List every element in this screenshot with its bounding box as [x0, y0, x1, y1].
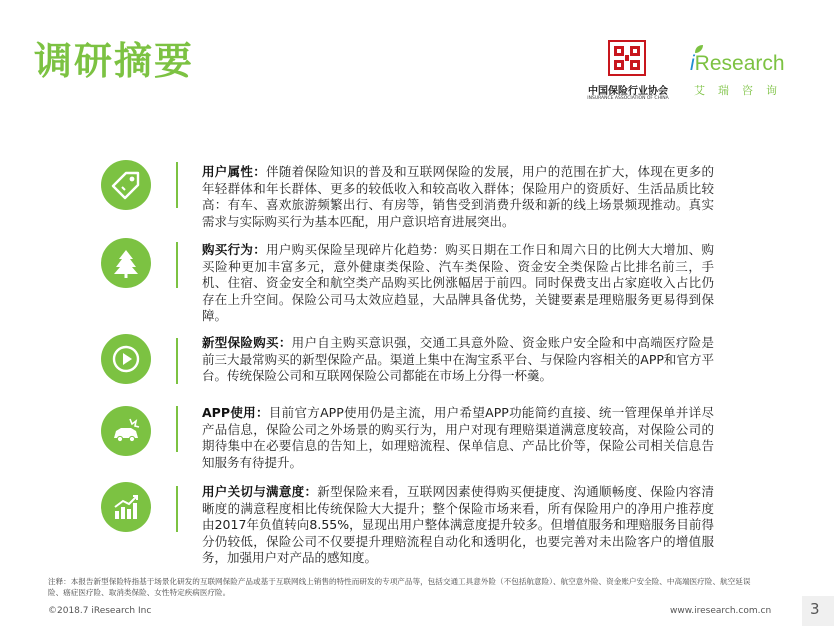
summary-body: 用户购买保险呈现碎片化趋势：购买日期在工作日和周六日的比例大大增加、购买险种更加丰富多元，意外健康类保险、汽车类保险、资金安全类保险占比排名前三，手机、住宿、资金安全和航空类产品购买比例涨幅居于前四。同时保费支出占家庭收入占比仍存在上升空间。保险公司马太效应趋显，大品牌具备优势，关键要素是理赔服务更易得到保障。 — [202, 242, 714, 324]
iresearch-logo — [690, 44, 790, 96]
iresearch-brand — [690, 52, 785, 76]
car-crash-icon — [111, 416, 141, 446]
footnote: 注释：本报告新型保险特指基于场景化研发的互联网保险产品或基于互联网线上销售的特性而研发的专项产品等，包括交通工具意外险（不包括航意险）、航空意外险、资金账户安全险、中高端医疗险、航空延误险、癌症医疗险、取消类保险、女性特定疾病医疗险。 — [48, 577, 751, 597]
tag-icon — [111, 170, 141, 200]
circle-badge — [101, 238, 151, 288]
play-icon — [111, 344, 141, 374]
tree-icon — [111, 248, 141, 278]
page-number: 3 — [810, 600, 820, 618]
accent-bar — [176, 242, 178, 288]
summary-text — [202, 335, 714, 385]
circle-badge — [101, 334, 151, 384]
summary-label: 购买行为： — [202, 242, 267, 257]
summary-label: 用户关切与满意度： — [202, 484, 318, 499]
iac-logo — [582, 40, 674, 110]
summary-body: 用户自主购买意识强，交通工具意外险、资金账户安全险和中高端医疗险是前三大最常购买的新型保险产品。渠道上集中在淘宝系平台、与保险内容相关的APP和官方平台。传统保险公司和互联网保险公司都能在市场上分得一杯羹。 — [202, 335, 714, 384]
summary-body: 新型保险来看，互联网因素使得购买便捷度、沟通顺畅度、保险内容清晰度的满意程度相比传统保险大大提升；整个保险市场来看，所有保险用户的净用户推荐度由2017年负值转向8.55%，显现出用户整体满意度提升较多。但增值服务和理赔服务目前得分仍较低，保险公司不仅要提升理赔流程自动化和透明化，也要完善对未出险客户的增值服务，加强用户对产品的感知度。 — [202, 484, 714, 566]
summary-text — [202, 484, 714, 567]
iresearch-cn-name: 艾瑞咨询 — [694, 84, 790, 97]
website-link[interactable]: www.iresearch.com.cn — [670, 606, 772, 616]
accent-bar — [176, 338, 178, 384]
page-title: 调研摘要 — [34, 39, 195, 83]
iresearch-brand-i: i — [690, 52, 695, 75]
circle-badge — [101, 482, 151, 532]
iresearch-brand-rest: Research — [694, 52, 785, 75]
circle-badge — [101, 406, 151, 456]
summary-label: APP使用： — [202, 405, 269, 420]
summary-text — [202, 405, 714, 471]
iac-emblem-icon — [608, 40, 646, 76]
summary-text — [202, 242, 714, 325]
summary-label: 用户属性： — [202, 164, 267, 179]
iac-sub: INSURANCE ASSOCIATION OF CHINA — [587, 96, 669, 101]
summary-label: 新型保险购买： — [202, 335, 292, 350]
summary-body: 目前官方APP使用仍是主流，用户希望APP功能简约直接、统一管理保单并详尽产品信息，保险公司之外场景的购买行为，用户对现有理赔渠道满意度较高，对保险公司的期待集中在必要信息的告知上，如理赔流程、保单信息、产品比价等，保险公司相关信息告知服务有待提升。 — [202, 405, 714, 470]
circle-badge — [101, 160, 151, 210]
accent-bar — [176, 162, 178, 208]
accent-bar — [176, 406, 178, 452]
copyright: ©2018.7 iResearch Inc — [48, 606, 152, 616]
chart-icon — [111, 492, 141, 522]
summary-body: 伴随着保险知识的普及和互联网保险的发展，用户的范围在扩大，体现在更多的年轻群体和年长群体、更多的较低收入和较高收入群体；保险用户的资质好、生活品质比较高：有车、喜欢旅游频繁出行、有房等，销售受到消费升级和新的线上场景频现推动。真实需求与实际购买行为基本匹配，用户意识培育进展突出。 — [202, 164, 714, 229]
iac-name: 中国保险行业协会 — [588, 86, 668, 97]
summary-text — [202, 164, 714, 230]
accent-bar — [176, 486, 178, 532]
